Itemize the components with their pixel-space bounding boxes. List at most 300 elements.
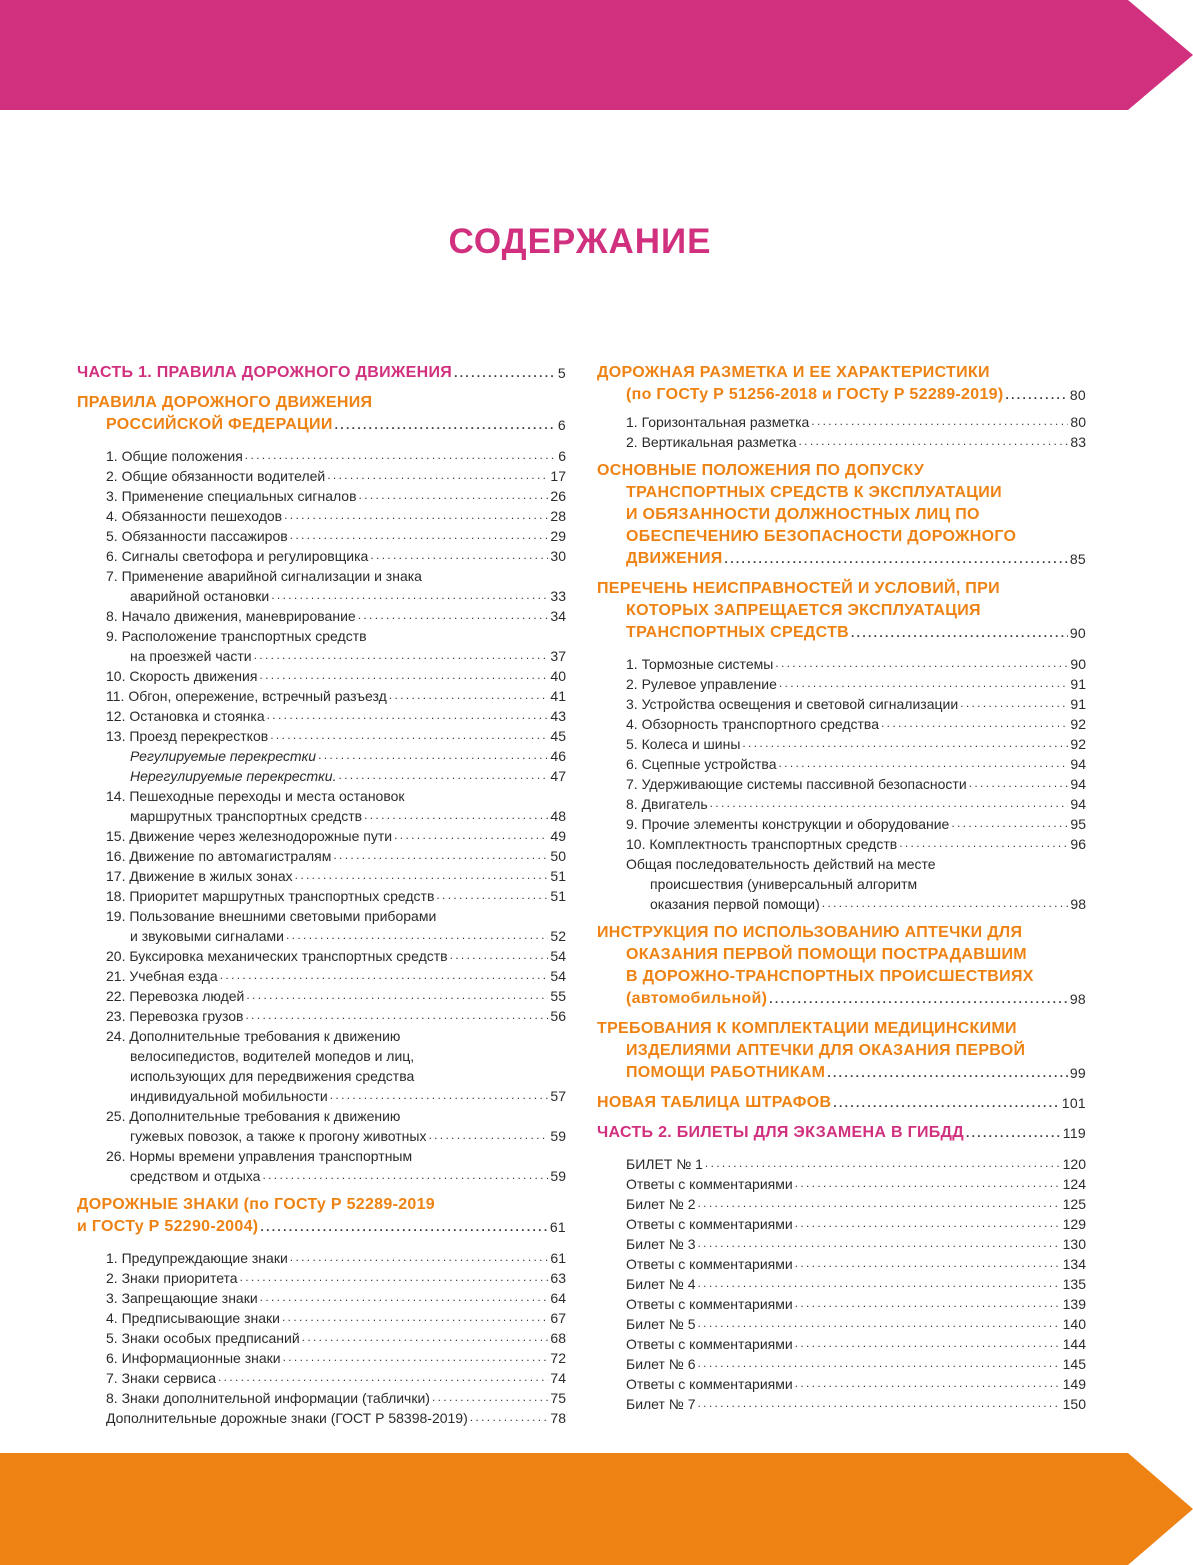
section-heading-line: ОСНОВНЫЕ ПОЛОЖЕНИЯ ПО ДОПУСКУ [597,462,925,479]
toc-item[interactable] [597,734,1086,754]
toc-item-label: гужевых повозок, а также к прогону животных [130,1128,427,1144]
toc-item-label: 1. Общие положения [106,448,243,464]
toc-item-label: Ответы с комментариями [626,1296,793,1312]
toc-item-label: 7. Удерживающие системы пассивной безопасности [626,776,967,792]
toc-item-label: 23. Перевозка грузов [106,1008,244,1024]
toc-item-label: 9. Прочие элементы конструкции и оборудование [626,816,950,832]
toc-item[interactable] [77,706,566,726]
toc-item[interactable] [597,1274,1086,1294]
page-number: 149 [1062,1376,1086,1392]
page-number: 59 [550,1128,566,1144]
toc-item[interactable] [77,486,566,506]
page-number: 124 [1062,1176,1086,1192]
section-heading-line: ИЗДЕЛИЯМИ АПТЕЧКИ ДЛЯ ОКАЗАНИЯ ПЕРВОЙ [626,1042,1026,1059]
dot-leader [282,1314,548,1324]
section-heading-line: В ДОРОЖНО-ТРАНСПОРТНЫХ ПРОИСШЕСТВИЯХ [626,968,1034,985]
dot-leader [710,800,1069,810]
page-number: 30 [550,548,566,564]
toc-item[interactable] [77,946,566,966]
toc-item-label: на проезжей части [130,648,252,664]
dot-leader [335,422,556,432]
page-number: 55 [550,988,566,1004]
page-number: 45 [550,728,566,744]
section-heading-line: и ГОСТу Р 52290-2004) [77,1218,259,1235]
dot-leader [795,1180,1061,1190]
toc-item-label: индивидуальной мобильности [130,1088,328,1104]
page-number: 98 [1070,896,1086,912]
page-number: 85 [1069,551,1086,567]
dot-leader [470,1414,549,1424]
toc-section-basic[interactable] [597,460,1086,570]
toc-item-label: 13. Проезд перекрестков [106,728,269,744]
page-number: 33 [550,588,566,604]
toc-item[interactable] [77,546,566,566]
dot-leader [779,680,1069,690]
toc-item-label: Билет № 5 [626,1316,696,1332]
dot-leader [795,1300,1061,1310]
page-number: 28 [550,508,566,524]
toc-item[interactable] [597,854,1086,914]
toc-item[interactable] [597,714,1086,734]
toc-item[interactable] [77,966,566,986]
toc-item-label: 20. Буксировка механических транспортных средств [106,948,448,964]
toc-section-pdd[interactable] [77,392,566,436]
page-number: 34 [550,608,566,624]
toc-item-label: 4. Предписывающие знаки [106,1310,280,1326]
toc-item[interactable] [597,1314,1086,1334]
toc-right-column [597,362,1086,1414]
toc-item-label: 6. Информационные знаки [106,1350,281,1366]
page-number: 72 [550,1350,566,1366]
dot-leader [454,370,556,380]
page-number: 140 [1062,1316,1086,1332]
page-number: 43 [550,708,566,724]
toc-item[interactable] [77,846,566,866]
toc-item-label: Нерегулируемые перекрестки. [130,768,337,784]
dot-leader [705,1160,1061,1170]
toc-item[interactable] [77,1328,566,1348]
dot-leader [259,672,548,682]
dot-leader [220,972,549,982]
section-heading-line: ТРЕБОВАНИЯ К КОМПЛЕКТАЦИИ МЕДИЦИНСКИМИ [597,1020,1017,1037]
toc-list-signs [77,1248,566,1428]
page-number: 54 [550,968,566,984]
toc-item[interactable] [597,1354,1086,1374]
toc-item-label: 9. Расположение транспортных средств [106,628,367,644]
toc-item[interactable] [597,794,1086,814]
toc-item[interactable] [597,654,1086,674]
page-number: 129 [1062,1216,1086,1232]
dot-leader [698,1400,1061,1410]
toc-item-label: 4. Обзорность транспортного средства [626,716,879,732]
dot-leader [245,1012,548,1022]
page-number: 150 [1062,1396,1086,1412]
dot-leader [290,532,549,542]
toc-item[interactable] [77,906,566,946]
toc-section-fines[interactable] [597,1092,1086,1114]
page-number: 101 [1061,1095,1086,1111]
dot-leader [333,852,548,862]
dot-leader [742,740,1068,750]
toc-item-label: 22. Перевозка людей [106,988,245,1004]
dot-leader [284,512,548,522]
toc-item-label: использующих для передвижения средства [130,1068,415,1084]
toc-item-label: ЧАСТЬ 1. ПРАВИЛА ДОРОЖНОГО ДВИЖЕНИЯ [77,364,453,381]
toc-item[interactable] [77,1106,566,1146]
toc-item[interactable] [597,1334,1086,1354]
toc-item-label: ЧАСТЬ 2. БИЛЕТЫ ДЛЯ ЭКЗАМЕНА В ГИБДД [597,1124,964,1141]
dot-leader [271,592,548,602]
dot-leader [966,1130,1061,1140]
dot-leader [811,418,1068,428]
toc-item[interactable] [77,746,566,766]
dot-leader [899,840,1068,850]
toc-item[interactable] [597,1294,1086,1314]
dot-leader [394,832,548,842]
toc-item[interactable] [597,754,1086,774]
toc-item-label: 2. Знаки приоритета [106,1270,238,1286]
dot-leader [302,1334,549,1344]
dot-leader [951,820,1068,830]
page-number: 119 [1062,1125,1086,1141]
toc-item[interactable] [77,1146,566,1186]
toc-item[interactable] [597,1154,1086,1174]
page-number: 75 [550,1390,566,1406]
toc-list-faults [597,654,1086,914]
page-number: 6 [558,448,566,464]
toc-item-label: 11. Обгон, опережение, встречный разъезд [106,688,387,704]
toc-item-label: 2. Рулевое управление [626,676,777,692]
toc-item-label: 10. Комплектность транспортных средств [626,836,898,852]
dot-leader [254,652,549,662]
page-number: 40 [550,668,566,684]
dot-leader [295,872,549,882]
toc-item-label: Общая последовательность действий на месте [626,856,936,872]
page-number: 67 [550,1310,566,1326]
toc-item[interactable] [77,786,566,826]
toc-item[interactable] [77,666,566,686]
dot-leader [432,1394,548,1404]
toc-item[interactable] [77,566,566,606]
toc-item[interactable] [597,694,1086,714]
dot-leader [260,1294,549,1304]
toc-item-label: 1. Горизонтальная разметка [626,414,810,430]
toc-item-label: 15. Движение через железнодорожные пути [106,828,393,844]
page-number: 130 [1062,1236,1086,1252]
toc-item-label: 17. Движение в жилых зонах [106,868,293,884]
toc-item[interactable] [77,686,566,706]
section-heading-line: ПОМОЩИ РАБОТНИКАМ [626,1064,826,1081]
section-heading-line: ТРАНСПОРТНЫХ СРЕДСТВ К ЭКСПЛУАТАЦИИ [626,484,1002,501]
toc-item[interactable] [77,1368,566,1388]
page-number: 61 [549,1219,566,1235]
page-number: 125 [1062,1196,1086,1212]
toc-item-label: 14. Пешеходные переходы и места остановок [106,788,405,804]
section-heading-line: КОТОРЫХ ЗАПРЕЩАЕТСЯ ЭКСПЛУАТАЦИЯ [626,602,981,619]
toc-item[interactable] [77,1388,566,1408]
page-number: 51 [550,868,566,884]
toc-item-label: Билет № 2 [626,1196,696,1212]
page-number: 49 [550,828,566,844]
dot-leader [218,1374,548,1384]
toc-item-label: 16. Движение по автомагистралям [106,848,332,864]
toc-item-label: Ответы с комментариями [626,1176,793,1192]
toc-item-label: Билет № 3 [626,1236,696,1252]
page-number: 64 [550,1290,566,1306]
top-arrow-band [0,0,1193,110]
page-number: 91 [1070,676,1086,692]
page-number: 134 [1062,1256,1086,1272]
page-number: 120 [1062,1156,1086,1172]
toc-item-label: 10. Скорость движения [106,668,258,684]
dot-leader [330,1092,549,1102]
toc-item-label: 12. Остановка и стоянка [106,708,265,724]
page-number: 90 [1069,625,1086,641]
page-number: 56 [550,1008,566,1024]
page-number: 50 [550,848,566,864]
page-number: 94 [1070,796,1086,812]
toc-entry-part2[interactable] [597,1122,1086,1144]
section-heading-line: ОБЕСПЕЧЕНИЮ БЕЗОПАСНОСТИ ДОРОЖНОГО [626,528,1017,545]
page-number: 144 [1062,1336,1086,1352]
dot-leader [698,1240,1061,1250]
section-heading-line: (автомобильной) [626,990,768,1007]
toc-item-label: Ответы с комментариями [626,1336,793,1352]
toc-item-label: 5. Обязанности пассажиров [106,528,288,544]
dot-leader [270,732,548,742]
page-number: 57 [550,1088,566,1104]
toc-item[interactable] [77,526,566,546]
section-heading-line: ДВИЖЕНИЯ [626,550,723,567]
page-number: 90 [1070,656,1086,672]
toc-item[interactable] [77,506,566,526]
page-title: СОДЕРЖАНИЕ [448,222,712,261]
dot-leader [769,996,1068,1006]
toc-section-signs[interactable] [77,1194,566,1238]
toc-item-label: Ответы с комментариями [626,1376,793,1392]
toc-item[interactable] [597,674,1086,694]
toc-item[interactable] [77,466,566,486]
section-heading-line: ИНСТРУКЦИЯ ПО ИСПОЛЬЗОВАНИЮ АПТЕЧКИ ДЛЯ [597,924,1023,941]
toc-item-label: 1. Предупреждающие знаки [106,1250,288,1266]
page-number: 48 [550,808,566,824]
dot-leader [358,612,549,622]
dot-leader [267,712,549,722]
toc-item-label: 26. Нормы времени управления транспортным [106,1148,413,1164]
page-number: 135 [1062,1276,1086,1292]
page-number: 74 [550,1370,566,1386]
dot-leader [428,1132,548,1142]
dot-leader [969,780,1069,790]
toc-item-label: 2. Общие обязанности водителей [106,468,326,484]
toc-item-label: аварийной остановки [130,588,270,604]
toc-item-label: 21. Учебная езда [106,968,218,984]
top-arrow-shape [0,0,1193,110]
page-number: 29 [550,528,566,544]
dot-leader [851,630,1068,640]
dot-leader [389,692,549,702]
toc-section-faults[interactable] [597,578,1086,644]
page-number: 91 [1070,696,1086,712]
toc-item[interactable] [597,1174,1086,1194]
dot-leader [698,1360,1061,1370]
toc-item-label: 3. Применение специальных сигналов [106,488,357,504]
dot-leader [262,1172,548,1182]
toc-item[interactable] [597,774,1086,794]
toc-item[interactable] [77,1006,566,1026]
toc-item[interactable] [77,1026,566,1106]
toc-section-kit-requirements[interactable] [597,1018,1086,1084]
dot-leader [359,492,549,502]
toc-item[interactable] [77,866,566,886]
page-number: 83 [1070,434,1086,450]
toc-item-label: 25. Дополнительные требования к движению [106,1108,401,1124]
toc-list-tickets [597,1154,1086,1414]
page-number: 94 [1070,756,1086,772]
page-number: 54 [550,948,566,964]
toc-item-label: Регулируемые перекрестки [130,748,317,764]
section-heading-line: ДОРОЖНЫЕ ЗНАКИ (по ГОСТу Р 52289-2019 [77,1196,435,1213]
page-number: 47 [550,768,566,784]
toc-item-label: происшествия (универсальный алгоритм [650,876,918,892]
dot-leader [827,1070,1068,1080]
dot-leader [698,1280,1061,1290]
page-number: 139 [1062,1296,1086,1312]
toc-item-label: 5. Знаки особых предписаний [106,1330,300,1346]
toc-item[interactable] [597,1394,1086,1414]
toc-item[interactable] [77,626,566,666]
dot-leader [725,556,1068,566]
toc-item[interactable] [77,1268,566,1288]
page-number: 92 [1070,716,1086,732]
page-number: 68 [550,1330,566,1346]
dot-leader [364,812,548,822]
toc-item-label: 7. Применение аварийной сигнализации и знака [106,568,422,584]
toc-item[interactable] [597,814,1086,834]
toc-item[interactable] [77,606,566,626]
toc-item[interactable] [597,1234,1086,1254]
toc-item[interactable] [77,726,566,746]
toc-list-pdd [77,446,566,1186]
bottom-arrow-band [0,1453,1193,1565]
toc-item-label: оказания первой помощи) [650,896,820,912]
toc-item-label: Ответы с комментариями [626,1256,793,1272]
page-number: 26 [550,488,566,504]
dot-leader [260,1224,547,1234]
dot-leader [338,772,548,782]
toc-item-label: 6. Сцепные устройства [626,756,777,772]
toc-item-label: Билет № 4 [626,1276,696,1292]
toc-section-first-aid-kit[interactable] [597,922,1086,1010]
toc-list-marking [597,412,1086,452]
toc-item-label: 8. Начало движения, маневрирование [106,608,356,624]
toc-item-label: 7. Знаки сервиса [106,1370,216,1386]
page-number: 51 [550,888,566,904]
page-number: 99 [1069,1065,1086,1081]
toc-item[interactable] [77,826,566,846]
dot-leader [795,1260,1061,1270]
page-number: 5 [557,365,566,381]
page-number: 61 [550,1250,566,1266]
section-heading-line: ПЕРЕЧЕНЬ НЕИСПРАВНОСТЕЙ И УСЛОВИЙ, ПРИ [597,580,1000,597]
dot-leader [450,952,549,962]
dot-leader [240,1274,549,1284]
dot-leader [833,1100,1059,1110]
toc-item-label: средством и отдыха [130,1168,261,1184]
page-number: 80 [1070,414,1086,430]
toc-item[interactable] [77,1288,566,1308]
section-heading-line: (по ГОСТу Р 51256-2018 и ГОСТу Р 52289-2019) [626,386,1004,403]
toc-item-label: Билет № 6 [626,1356,696,1372]
toc-item[interactable] [597,1194,1086,1214]
page-number: 46 [550,748,566,764]
toc-item-label: 2. Вертикальная разметка [626,434,797,450]
toc-item[interactable] [77,1408,566,1428]
page-number: 52 [550,928,566,944]
toc-item-label: БИЛЕТ № 1 [626,1156,703,1172]
page-number: 94 [1070,776,1086,792]
toc-item[interactable] [597,432,1086,452]
section-heading-line: И ОБЯЗАННОСТИ ДОЛЖНОСТНЫХ ЛИЦ ПО [626,506,980,523]
page-number: 78 [550,1410,566,1426]
toc-item[interactable] [597,1254,1086,1274]
toc-item-label: велосипедистов, водителей мопедов и лиц, [130,1048,415,1064]
toc-section-marking[interactable] [597,362,1086,406]
page-number: 145 [1062,1356,1086,1372]
toc-item-label: 5. Колеса и шины [626,736,741,752]
page-number: 59 [550,1168,566,1184]
toc-item[interactable] [77,1308,566,1328]
page-number: 6 [557,417,566,433]
toc-item-label: 8. Двигатель [626,796,708,812]
toc-item[interactable] [77,766,566,786]
dot-leader [698,1320,1061,1330]
dot-leader [436,892,548,902]
toc-item[interactable] [77,1248,566,1268]
dot-leader [245,452,556,462]
dot-leader [286,932,548,942]
dot-leader [795,1380,1061,1390]
toc-item[interactable] [597,412,1086,432]
page-number: 17 [550,468,566,484]
page-number: 98 [1069,991,1086,1007]
toc-item[interactable] [77,1348,566,1368]
dot-leader [283,1354,549,1364]
dot-leader [779,760,1069,770]
dot-leader [775,660,1068,670]
toc-item-label: 4. Обязанности пешеходов [106,508,283,524]
dot-leader [318,752,548,762]
page-number: 92 [1070,736,1086,752]
section-heading-line: ОКАЗАНИЯ ПЕРВОЙ ПОМОЩИ ПОСТРАДАВШИМ [626,946,1027,963]
toc-item[interactable] [597,1374,1086,1394]
toc-item[interactable] [77,886,566,906]
toc-item-label: маршрутных транспортных средств [130,808,363,824]
toc-entry-part1[interactable] [77,362,566,384]
toc-item-label: 6. Сигналы светофора и регулировщика [106,548,369,564]
page-number: 80 [1069,387,1086,403]
toc-item[interactable] [597,834,1086,854]
toc-item-label: 3. Запрещающие знаки [106,1290,258,1306]
toc-item[interactable] [77,986,566,1006]
toc-item[interactable] [597,1214,1086,1234]
toc-item-label: 3. Устройства освещения и световой сигнализации [626,696,959,712]
section-heading-line: ПРАВИЛА ДОРОЖНОГО ДВИЖЕНИЯ [77,394,373,411]
page-number: 41 [550,688,566,704]
toc-item[interactable] [77,446,566,466]
toc-item-label: и звуковыми сигналами [130,928,285,944]
section-heading-line: ДОРОЖНАЯ РАЗМЕТКА И ЕЕ ХАРАКТЕРИСТИКИ [597,364,990,381]
